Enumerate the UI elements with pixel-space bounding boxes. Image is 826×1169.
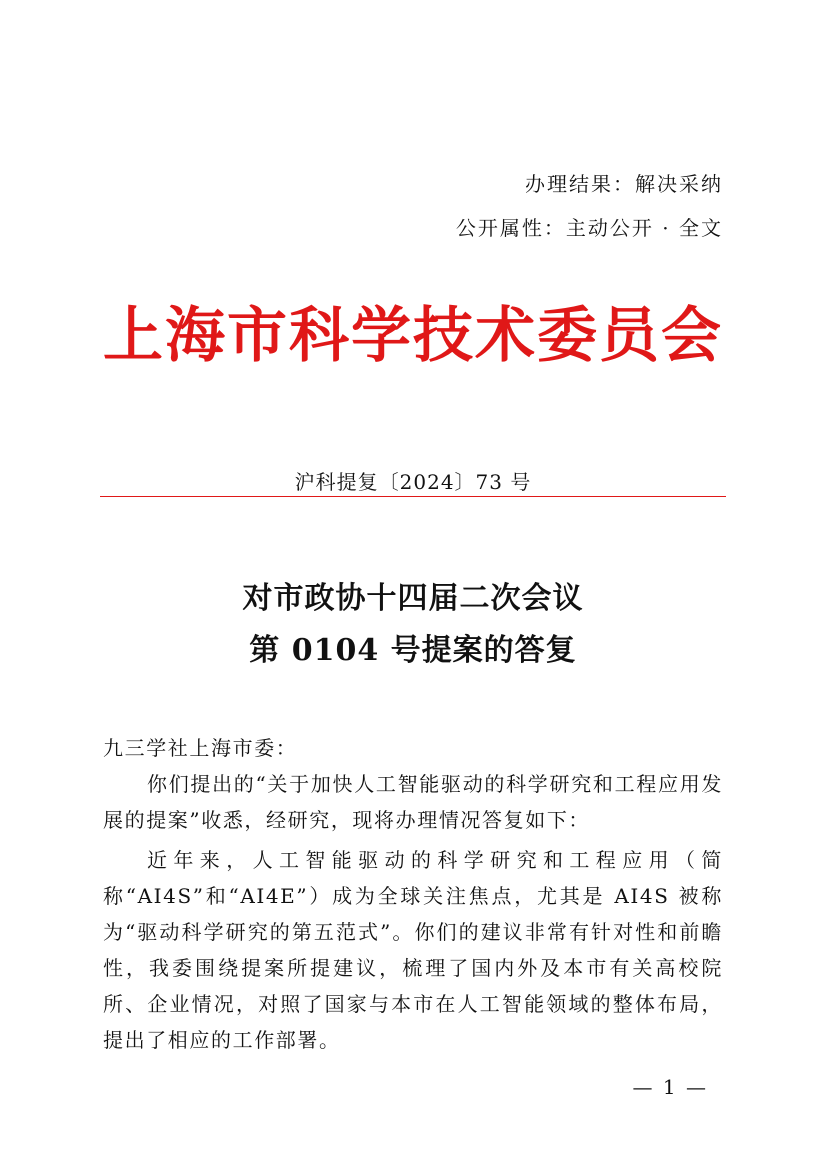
- disclosure-attribute: 公开属性：主动公开 · 全文: [455, 216, 723, 240]
- organization-header: 上海市科学技术委员会: [103, 301, 723, 371]
- red-divider-line: [100, 496, 726, 497]
- body-paragraph-2: 近年来，人工智能驱动的科学研究和工程应用（简称“AI4S”和“AI4E”）成为全球关注焦点，尤其是 AI4S 被称为“驱动科学研究的第五范式”。你们的建议非常有针对性和前瞻性，我委围绕提案所提建议，梳理了国内外及本市有关高校院所、企业情况，对照了国家与本市在人工智能领域的整体布局，提出了相应的工作部署。: [103, 848, 723, 1052]
- handling-result: 办理结果：解决采纳: [525, 172, 723, 196]
- page-number: — 1 —: [632, 1075, 708, 1099]
- document-title-line-1: 对市政协十四届二次会议: [242, 581, 584, 616]
- body-paragraph-1: 你们提出的“关于加快人工智能驱动的科学研究和工程应用发展的提案”收悉，经研究，现将办理情况答复如下：: [103, 772, 723, 832]
- document-title-line-2: 第 0104 号提案的答复: [249, 633, 577, 668]
- salutation: 九三学社上海市委：: [103, 736, 298, 760]
- document-number: 沪科提复〔2024〕73 号: [294, 470, 532, 494]
